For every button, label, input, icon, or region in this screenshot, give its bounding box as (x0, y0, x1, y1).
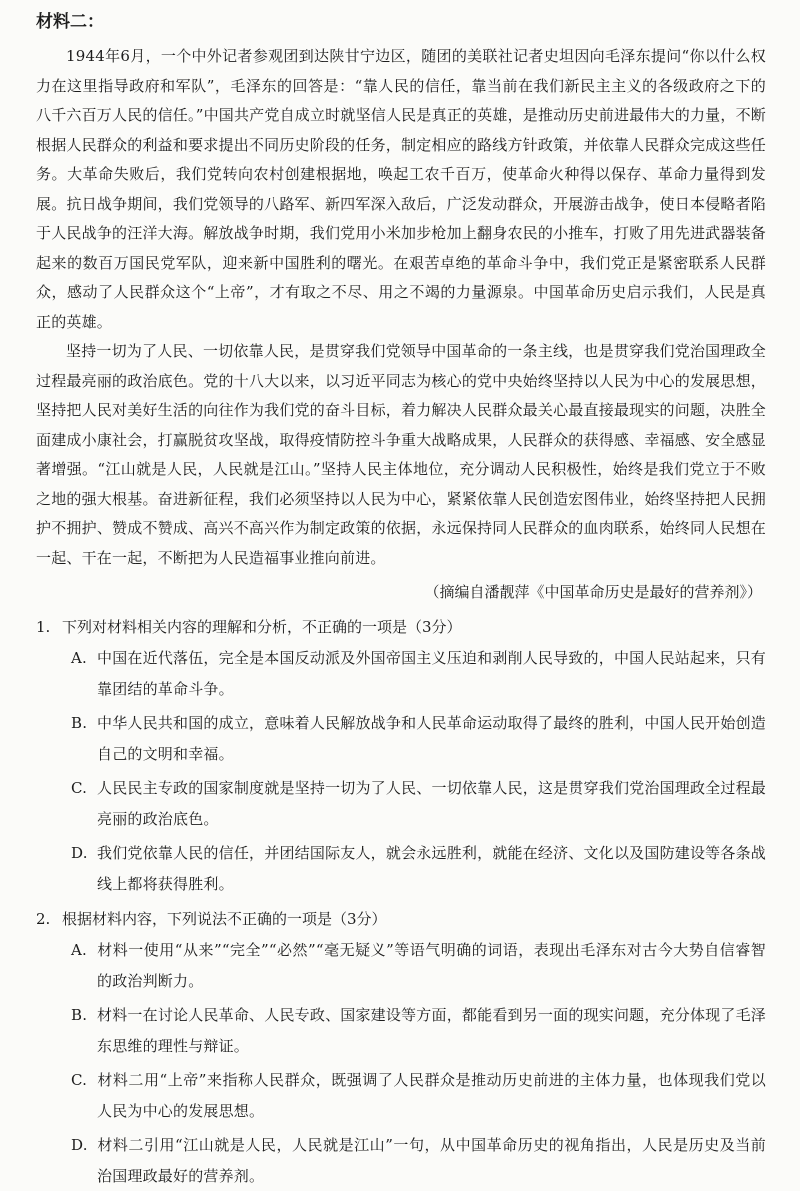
question-number: 2. (36, 910, 51, 928)
option-letter: A. (71, 649, 88, 667)
option-letter: A. (71, 941, 88, 959)
question-stem (36, 611, 766, 643)
option-text: 中国在近代落伍，完全是本国反动派及外国帝国主义压迫和剥削人民导致的，中国人民站起来，只有靠团结的革命斗争。 (97, 649, 766, 698)
question-number: 1. (36, 618, 51, 636)
paragraph: 坚持一切为了人民、一切依靠人民，是贯穿我们党领导中国革命的一条主线，也是贯穿我们党治国理政全过程最亮丽的政治底色。党的十八大以来，以习近平同志为核心的党中央始终坚持以人民为中心的发展思想，坚持把人民对美好生活的向往作为我们党的奋斗目标，着力解决人民群众最关心最直接最现实的问题，决胜全面建成小康社会，打赢脱贫攻坚战，取得疫情防控斗争重大战略成果，人民群众的获得感、幸福感、安全感显著增强。“江山就是人民，人民就是江山。”坚持人民主体地位，充分调动人民积极性，始终是我们党立于不败之地的强大根基。奋进新征程，我们必须坚持以人民为中心，紧紧依靠人民创造宏图伟业，始终坚持把人民拥护不拥护、赞成不赞成、高兴不高兴作为制定政策的依据，永远保持同人民群众的血肉联系，始终同人民想在一起、干在一起，不断把为人民造福事业推向前进。 (36, 342, 766, 567)
option-b (36, 1000, 766, 1061)
option-text: 我们党依靠人民的信任，并团结国际友人，就会永远胜利，就能在经济、文化以及国防建设等各条战线上都将获得胜利。 (97, 844, 766, 893)
option-d (36, 838, 766, 899)
option-a (36, 643, 766, 704)
option-letter: B. (71, 1006, 88, 1024)
option-text: 中华人民共和国的成立，意味着人民解放战争和人民革命运动取得了最终的胜利，中国人民开始创造自己的文明和幸福。 (97, 714, 766, 763)
option-text: 材料一在讨论人民革命、人民专政、国家建设等方面，都能看到另一面的现实问题，充分体现了毛泽东思维的理性与辩证。 (97, 1006, 766, 1055)
option-a (36, 935, 766, 996)
option-c (36, 1065, 766, 1126)
material-title: 材料二： (36, 12, 104, 32)
option-b (36, 708, 766, 769)
option-c (36, 773, 766, 834)
question-2 (36, 903, 766, 1191)
option-text: 人民民主专政的国家制度就是坚持一切为了人民、一切依靠人民，这是贯穿我们党治国理政全过程最亮丽的政治底色。 (97, 779, 766, 828)
option-text: 材料二引用“江山就是人民，人民就是江山”一句，从中国革命历史的视角指出，人民是历史及当前治国理政最好的营养剂。 (97, 1136, 766, 1185)
source-citation: （摘编自潘靓萍《中国革命历史是最好的营养剂》） (424, 583, 762, 601)
question-stem (36, 903, 766, 935)
question-1 (36, 611, 766, 899)
option-letter: C. (71, 1071, 88, 1089)
option-letter: B. (71, 714, 88, 732)
option-letter: C. (71, 779, 88, 797)
paragraph: 1944年6月，一个中外记者参观团到达陕甘宁边区，随团的美联社记者史坦因向毛泽东提问“你以什么权力在这里指导政府和军队”，毛泽东的回答是：“靠人民的信任，靠当前在我们新民主主义的各级政府之下的八千六百万人民的信任。”中国共产党自成立时就坚信人民是真正的英雄，是推动历史前进最伟大的力量，不断根据人民群众的利益和要求提出不同历史阶段的任务，制定相应的路线方针政策，并依靠人民群众完成这些任务。大革命失败后，我们党转向农村创建根据地，唤起工农千百万，使革命火种得以保存、革命力量得到发展。抗日战争期间，我们党领导的八路军、新四军深入敌后，广泛发动群众，开展游击战争，使日本侵略者陷于人民战争的汪洋大海。解放战争时期，我们党用小米加步枪加上翻身农民的小推车，打败了用先进武器装备起来的数百万国民党军队，迎来新中国胜利的曙光。在艰苦卓绝的革命斗争中，我们党正是紧密联系人民群众，感动了人民群众这个“上帝”，才有取之不尽、用之不竭的力量源泉。中国革命历史启示我们，人民是真正的英雄。 (36, 47, 766, 331)
option-text: 材料二用“上帝”来指称人民群众，既强调了人民群众是推动历史前进的主体力量，也体现我们党以人民为中心的发展思想。 (97, 1071, 766, 1120)
question-text: 下列对材料相关内容的理解和分析，不正确的一项是（3分） (62, 618, 462, 636)
option-text: 材料一使用“从来”“完全”“必然”“毫无疑义”等语气明确的词语，表现出毛泽东对古今大势自信睿智的政治判断力。 (97, 941, 766, 990)
option-letter: D. (71, 844, 88, 862)
option-d (36, 1130, 766, 1191)
option-letter: D. (71, 1136, 88, 1154)
question-text: 根据材料内容，下列说法不正确的一项是（3分） (62, 910, 387, 928)
